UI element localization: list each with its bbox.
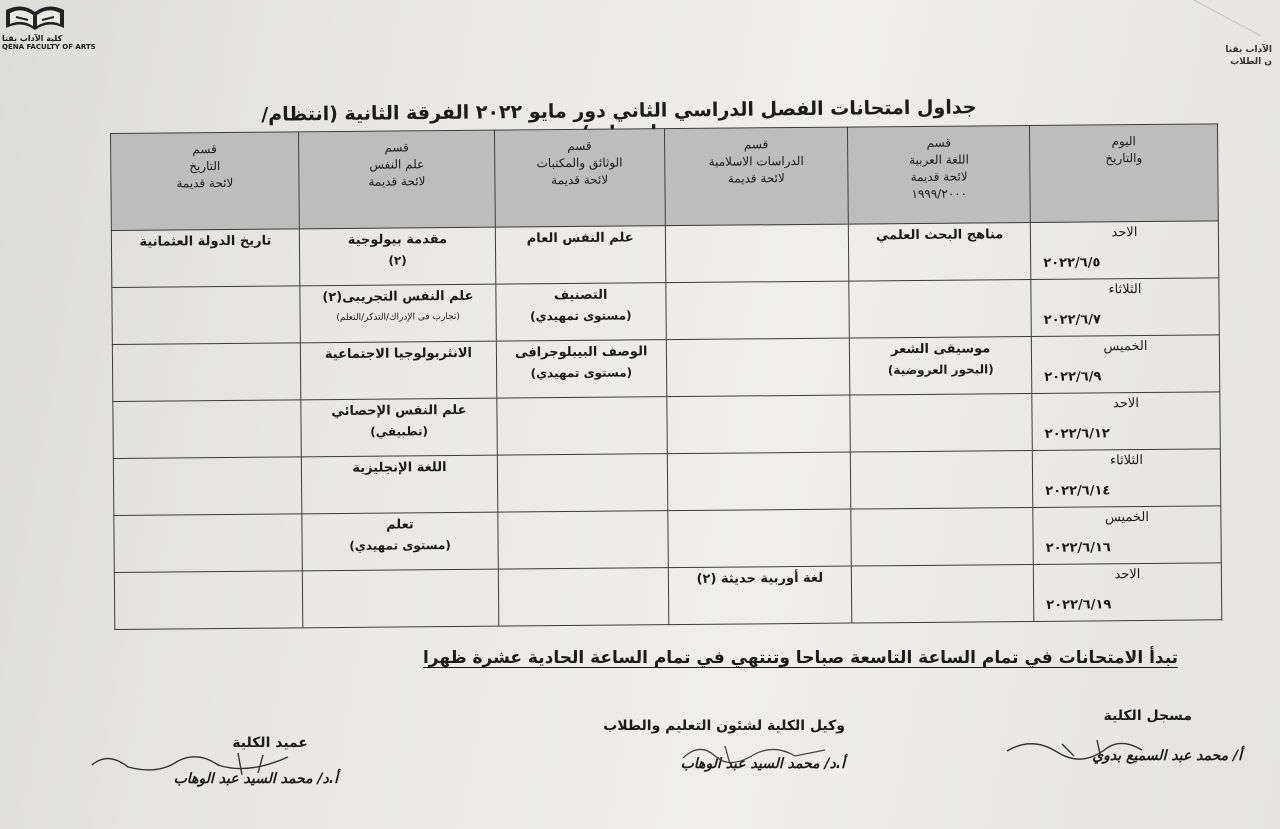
header-line1: قسم bbox=[926, 135, 952, 150]
exam-date: ٢٠٢٢/٦/١٦ bbox=[1045, 540, 1111, 556]
header-line2: والتاريخ bbox=[1105, 150, 1143, 166]
registrar-role: مسجل الكلية bbox=[1103, 708, 1192, 724]
subject-cell bbox=[496, 283, 666, 341]
header-cell-2 bbox=[664, 127, 849, 226]
subject-sub bbox=[501, 399, 662, 400]
subject-tiny bbox=[855, 453, 1028, 455]
subject-main: اللغة الإنجليزية bbox=[352, 460, 447, 476]
stamp-line-1: الآداب بقنا bbox=[1225, 45, 1272, 55]
header-cell-0 bbox=[1030, 124, 1219, 223]
header-line3: لائحة قديمة bbox=[551, 172, 609, 188]
header-cell-3 bbox=[495, 129, 665, 227]
subject-main bbox=[117, 345, 296, 347]
day-name: الخميس bbox=[1104, 509, 1150, 526]
subject-main bbox=[854, 282, 1027, 284]
subject-tiny bbox=[117, 402, 296, 404]
subject-main bbox=[855, 396, 1028, 398]
subject-cell bbox=[666, 338, 850, 397]
day-date-cell bbox=[1030, 221, 1218, 280]
subject-main: تعلم bbox=[385, 517, 414, 533]
subject-cell bbox=[112, 343, 300, 402]
dean-signature-block bbox=[88, 735, 338, 787]
exam-date: ٢٠٢٢/٦/٥ bbox=[1043, 255, 1101, 271]
table-header-row bbox=[111, 124, 1219, 231]
exam-date: ٢٠٢٢/٦/٩ bbox=[1044, 369, 1102, 385]
subject-tiny bbox=[855, 396, 1028, 398]
subject-tiny bbox=[118, 516, 297, 518]
subject-main: علم النفس التجريبى(٢) bbox=[322, 288, 474, 306]
subject-sub bbox=[503, 570, 664, 571]
subject-main bbox=[669, 227, 844, 229]
header-line1: قسم bbox=[743, 137, 769, 152]
faculty-logo bbox=[2, 2, 96, 54]
subject-tiny bbox=[671, 398, 846, 400]
subject-sub: (مستوى تمهيدي) bbox=[530, 308, 632, 324]
subject-main bbox=[671, 398, 846, 400]
subject-cell bbox=[850, 336, 1032, 395]
subject-cell bbox=[112, 286, 300, 345]
subject-sub: (تطبيقي) bbox=[370, 424, 429, 439]
subject-cell bbox=[495, 226, 665, 284]
header-line2: الدراسات الاسلامية bbox=[708, 153, 804, 169]
subject-sub bbox=[855, 453, 1028, 455]
subject-sub: (البحور العروضية) bbox=[887, 362, 994, 378]
exam-schedule-table bbox=[110, 123, 1222, 630]
day-name: الاحد bbox=[1114, 567, 1141, 583]
subject-main: علم النفس الإحصائي bbox=[331, 402, 467, 420]
subject-tiny bbox=[117, 345, 296, 347]
subject-sub bbox=[856, 510, 1029, 512]
subject-main bbox=[119, 573, 298, 575]
faculty-stamp-right bbox=[1212, 44, 1272, 68]
subject-main: علم النفس العام bbox=[526, 230, 634, 247]
registrar-signature-scribble bbox=[1002, 726, 1182, 766]
subject-main bbox=[856, 567, 1029, 569]
subject-sub bbox=[669, 227, 844, 229]
subject-cell bbox=[114, 571, 302, 630]
exam-date: ٢٠٢٢/٦/١٩ bbox=[1046, 597, 1112, 613]
subject-main: الانثربولوجيا الاجتماعية bbox=[324, 345, 473, 363]
subject-cell bbox=[299, 227, 496, 286]
subject-main bbox=[502, 513, 663, 514]
header-cell-4 bbox=[298, 130, 495, 229]
subject-cell bbox=[302, 512, 499, 571]
subject-sub bbox=[116, 288, 295, 290]
stamp-line-2: ن الطلاب bbox=[1230, 57, 1272, 67]
subject-cell bbox=[665, 224, 849, 283]
subject-main: لغة أوربية حديثة (٢) bbox=[696, 570, 824, 587]
subject-main bbox=[856, 510, 1029, 512]
subject-cell bbox=[497, 397, 667, 455]
subject-sub bbox=[672, 512, 847, 514]
subject-sub bbox=[117, 402, 296, 404]
subject-cell bbox=[111, 229, 299, 288]
subject-cell bbox=[113, 457, 301, 516]
day-name: الثلاثاء bbox=[1109, 452, 1143, 469]
header-line1: اليوم bbox=[1111, 134, 1136, 149]
logo-english-text: QENA FACULTY OF ARTS bbox=[2, 43, 96, 51]
subject-main: التصنيف bbox=[553, 287, 608, 304]
header-cell-1 bbox=[848, 125, 1031, 224]
day-name: الخميس bbox=[1103, 338, 1148, 355]
header-line2: اللغة العربية bbox=[909, 152, 969, 168]
day-date-cell bbox=[1031, 335, 1219, 394]
subject-sub: (مستوى تمهيدي) bbox=[530, 365, 633, 381]
day-date-cell bbox=[1031, 278, 1219, 337]
paper-edge bbox=[1181, 0, 1280, 36]
registrar-name: أ/ محمد عبد السميع بدوي bbox=[1092, 748, 1242, 764]
subject-main: مقدمة بيولوجية bbox=[347, 232, 448, 248]
header-line1: قسم bbox=[567, 138, 592, 154]
subject-cell bbox=[300, 284, 497, 343]
subject-tiny bbox=[503, 570, 664, 571]
subject-sub bbox=[671, 455, 846, 457]
subject-tiny bbox=[669, 227, 844, 229]
subject-tiny bbox=[502, 513, 663, 514]
dean-role: عميد الكلية bbox=[232, 735, 308, 751]
subject-sub bbox=[118, 516, 297, 518]
subject-cell bbox=[668, 566, 852, 625]
subject-sub bbox=[856, 567, 1029, 569]
subject-sub bbox=[119, 573, 298, 575]
subject-sub bbox=[670, 341, 845, 343]
subject-cell bbox=[114, 514, 302, 573]
day-name: الاحد bbox=[1111, 225, 1138, 241]
table-row bbox=[114, 506, 1221, 573]
subject-cell bbox=[851, 507, 1033, 566]
exam-date: ٢٠٢٢/٦/٧ bbox=[1043, 312, 1101, 328]
registrar-signature-block bbox=[1002, 708, 1242, 764]
subject-cell bbox=[496, 340, 666, 398]
subject-cell bbox=[666, 395, 850, 454]
subject-main bbox=[670, 284, 845, 286]
table-row bbox=[113, 392, 1220, 459]
logo-arabic-text: كلية الآداب بقنا bbox=[2, 34, 63, 43]
exam-schedule-table-wrapper bbox=[110, 123, 1222, 630]
day-date-cell bbox=[1033, 506, 1221, 565]
subject-tiny: (تجارب فى الإدراك/التذكر/التعلم) bbox=[336, 311, 460, 324]
vice-dean-name: أ.د/ محمد السيد عبد الوهاب bbox=[680, 756, 845, 772]
subject-cell bbox=[498, 568, 668, 626]
subject-main: تاريخ الدولة العثمانية bbox=[139, 233, 272, 250]
subject-sub bbox=[502, 513, 663, 514]
header-line2: التاريخ bbox=[189, 159, 221, 174]
subject-tiny bbox=[670, 341, 845, 343]
exam-date: ٢٠٢٢/٦/١٤ bbox=[1045, 483, 1111, 499]
subject-cell bbox=[300, 341, 497, 400]
subject-tiny bbox=[672, 512, 847, 514]
header-line3: لائحة قديمة bbox=[176, 175, 234, 191]
subject-cell bbox=[665, 281, 849, 340]
table-row bbox=[113, 449, 1220, 516]
subject-sub bbox=[854, 282, 1027, 284]
subject-tiny bbox=[854, 282, 1027, 284]
table-body bbox=[111, 221, 1221, 630]
subject-sub bbox=[117, 345, 296, 347]
subject-sub bbox=[118, 459, 297, 461]
subject-sub bbox=[502, 456, 663, 457]
exam-date: ٢٠٢٢/٦/١٢ bbox=[1044, 426, 1110, 442]
vice-dean-role: وكيل الكلية لشئون التعليم والطلاب bbox=[603, 718, 845, 734]
subject-main bbox=[855, 453, 1028, 455]
subject-main bbox=[118, 516, 297, 518]
header-line3: لائحة قديمة bbox=[910, 169, 968, 185]
subject-main bbox=[501, 399, 662, 400]
header-line3: لائحة قديمة bbox=[727, 171, 785, 186]
subject-main: مناهج البحث العلمي bbox=[875, 227, 1004, 244]
day-date-cell bbox=[1032, 449, 1220, 508]
subject-tiny bbox=[501, 399, 662, 400]
subject-main: الوصف البيبلوجرافى bbox=[514, 344, 648, 361]
day-name: الثلاثاء bbox=[1108, 282, 1142, 298]
subject-main bbox=[117, 402, 296, 404]
subject-sub bbox=[855, 396, 1028, 398]
subject-cell bbox=[851, 450, 1033, 509]
open-book-logo-icon bbox=[2, 2, 68, 34]
subject-cell bbox=[113, 400, 301, 459]
subject-main bbox=[502, 456, 663, 457]
subject-cell bbox=[497, 454, 667, 512]
subject-main bbox=[118, 459, 297, 461]
subject-main bbox=[672, 512, 847, 514]
dean-signature-scribble bbox=[88, 745, 308, 785]
table-row bbox=[114, 563, 1221, 630]
table-row bbox=[111, 221, 1218, 288]
header-cell-5 bbox=[111, 132, 300, 231]
subject-sub: (٢) bbox=[388, 253, 407, 268]
subject-tiny bbox=[671, 455, 846, 457]
subject-tiny bbox=[670, 284, 845, 286]
header-line3: لائحة قديمة bbox=[368, 174, 426, 189]
document-title: جداول امتحانات الفصل الدراسي الثاني دور مايو ٢٠٢٢ الفرقة الثانية (انتظام/انتساب) bbox=[261, 96, 977, 126]
subject-main bbox=[116, 288, 295, 290]
exam-time-note: تبدأ الامتحانات في تمام الساعة التاسعة صباحا وتنتهي في تمام الساعة الحادية عشرة ظهرا bbox=[422, 648, 1179, 668]
subject-tiny bbox=[116, 288, 295, 290]
vice-dean-signature-block bbox=[560, 718, 845, 772]
day-name: الاحد bbox=[1112, 396, 1139, 412]
table-row bbox=[112, 335, 1219, 402]
header-line2: الوثائق والمكتبات bbox=[536, 155, 623, 171]
subject-cell bbox=[667, 452, 851, 511]
subject-tiny bbox=[307, 572, 494, 574]
day-date-cell bbox=[1033, 563, 1221, 622]
subject-cell bbox=[301, 455, 498, 514]
subject-sub: (مستوى تمهيدي) bbox=[349, 538, 451, 553]
header-line2: علم النفس bbox=[369, 157, 425, 172]
dean-name: أ.د/ محمد السيد عبد الوهاب bbox=[173, 771, 338, 787]
subject-cell bbox=[498, 511, 668, 569]
subject-cell bbox=[850, 393, 1032, 452]
subject-main bbox=[307, 572, 494, 574]
subject-tiny bbox=[856, 567, 1029, 569]
subject-cell bbox=[849, 279, 1031, 338]
subject-tiny bbox=[119, 573, 298, 575]
subject-main bbox=[670, 341, 845, 343]
subject-sub bbox=[307, 572, 494, 574]
subject-tiny bbox=[118, 459, 297, 461]
table-row bbox=[112, 278, 1219, 345]
subject-tiny bbox=[502, 456, 663, 457]
subject-main: موسيقى الشعر bbox=[890, 341, 991, 358]
subject-cell bbox=[849, 222, 1031, 281]
subject-sub bbox=[671, 398, 846, 400]
subject-sub bbox=[670, 284, 845, 286]
header-line1: قسم bbox=[384, 140, 409, 155]
subject-cell bbox=[667, 509, 851, 568]
subject-main bbox=[503, 570, 664, 571]
subject-main bbox=[671, 455, 846, 457]
subject-cell bbox=[852, 564, 1034, 623]
header-line4: ١٩٩٩/٢٠٠٠ bbox=[911, 186, 968, 202]
subject-tiny bbox=[856, 510, 1029, 512]
header-line1: قسم bbox=[192, 142, 217, 157]
subject-cell bbox=[302, 569, 499, 628]
vice-dean-signature-scribble bbox=[675, 736, 835, 768]
day-date-cell bbox=[1032, 392, 1220, 451]
subject-cell bbox=[301, 398, 498, 457]
